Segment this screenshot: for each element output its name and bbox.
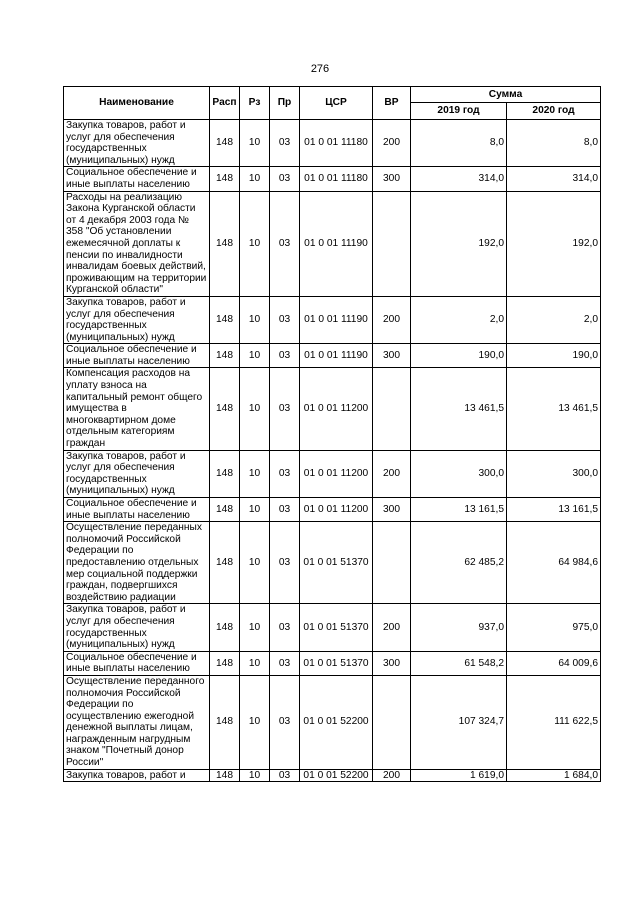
row-rz: 10 <box>240 769 270 782</box>
header-csr: ЦСР <box>300 87 373 120</box>
row-name: Закупка товаров, работ и услуг для обеспечения государственных (муниципальных) нужд <box>64 120 210 167</box>
row-csr: 01 0 01 11190 <box>300 191 373 296</box>
row-vr: 300 <box>373 498 411 522</box>
header-2020: 2020 год <box>507 103 601 120</box>
row-csr: 01 0 01 51370 <box>300 522 373 604</box>
row-rz: 10 <box>240 522 270 604</box>
row-vr: 300 <box>373 651 411 675</box>
row-vr <box>373 368 411 450</box>
row-rasp: 148 <box>210 651 240 675</box>
row-name: Социальное обеспечение и иные выплаты населению <box>64 167 210 191</box>
table-row <box>64 651 601 675</box>
row-rz: 10 <box>240 450 270 497</box>
table-row <box>64 368 601 450</box>
row-2019: 192,0 <box>411 191 507 296</box>
table-row <box>64 675 601 769</box>
header-sum: Сумма <box>411 87 601 103</box>
row-vr <box>373 675 411 769</box>
row-2019: 300,0 <box>411 450 507 497</box>
header-2019: 2019 год <box>411 103 507 120</box>
row-name: Закупка товаров, работ и <box>64 769 210 782</box>
row-pr: 03 <box>270 498 300 522</box>
row-rz: 10 <box>240 498 270 522</box>
row-csr: 01 0 01 11200 <box>300 450 373 497</box>
row-name: Социальное обеспечение и иные выплаты населению <box>64 498 210 522</box>
table-row <box>64 296 601 343</box>
table-row <box>64 498 601 522</box>
row-csr: 01 0 01 11190 <box>300 344 373 368</box>
row-rasp: 148 <box>210 522 240 604</box>
row-2020: 13 461,5 <box>507 368 601 450</box>
header-pr: Пр <box>270 87 300 120</box>
row-name: Закупка товаров, работ и услуг для обеспечения государственных (муниципальных) нужд <box>64 450 210 497</box>
row-2019: 107 324,7 <box>411 675 507 769</box>
row-pr: 03 <box>270 769 300 782</box>
row-rz: 10 <box>240 167 270 191</box>
row-2019: 1 619,0 <box>411 769 507 782</box>
table-row <box>64 769 601 782</box>
row-2020: 13 161,5 <box>507 498 601 522</box>
row-2020: 300,0 <box>507 450 601 497</box>
row-rasp: 148 <box>210 120 240 167</box>
row-2019: 2,0 <box>411 296 507 343</box>
row-2019: 8,0 <box>411 120 507 167</box>
row-name: Закупка товаров, работ и услуг для обеспечения государственных (муниципальных) нужд <box>64 604 210 651</box>
row-2019: 61 548,2 <box>411 651 507 675</box>
header-name: Наименование <box>64 87 210 120</box>
row-vr <box>373 191 411 296</box>
row-rasp: 148 <box>210 604 240 651</box>
row-2019: 62 485,2 <box>411 522 507 604</box>
row-csr: 01 0 01 51370 <box>300 604 373 651</box>
row-csr: 01 0 01 11180 <box>300 120 373 167</box>
row-rasp: 148 <box>210 368 240 450</box>
row-vr: 200 <box>373 769 411 782</box>
row-pr: 03 <box>270 651 300 675</box>
row-pr: 03 <box>270 167 300 191</box>
table-row <box>64 344 601 368</box>
header-vr: ВР <box>373 87 411 120</box>
row-pr: 03 <box>270 450 300 497</box>
row-2020: 2,0 <box>507 296 601 343</box>
table-row <box>64 191 601 296</box>
row-pr: 03 <box>270 368 300 450</box>
row-rasp: 148 <box>210 296 240 343</box>
row-vr: 300 <box>373 167 411 191</box>
row-2019: 937,0 <box>411 604 507 651</box>
row-vr <box>373 522 411 604</box>
row-2020: 64 984,6 <box>507 522 601 604</box>
row-vr: 200 <box>373 296 411 343</box>
table-row <box>64 522 601 604</box>
row-rz: 10 <box>240 296 270 343</box>
row-2019: 314,0 <box>411 167 507 191</box>
row-pr: 03 <box>270 604 300 651</box>
row-vr: 300 <box>373 344 411 368</box>
row-name: Осуществление переданного полномочия Российской Федерации по осуществлению ежегодной денежной выплаты лицам, награжденным нагрудным знаком "Почетный донор России" <box>64 675 210 769</box>
row-pr: 03 <box>270 675 300 769</box>
row-2019: 13 161,5 <box>411 498 507 522</box>
row-rz: 10 <box>240 344 270 368</box>
row-2019: 190,0 <box>411 344 507 368</box>
table-body <box>64 120 601 782</box>
row-2020: 314,0 <box>507 167 601 191</box>
row-2020: 192,0 <box>507 191 601 296</box>
row-rasp: 148 <box>210 675 240 769</box>
row-2020: 111 622,5 <box>507 675 601 769</box>
header-rasp: Расп <box>210 87 240 120</box>
row-vr: 200 <box>373 604 411 651</box>
row-name: Осуществление переданных полномочий Российской Федерации по предоставлению отдельных мер социальной поддержки граждан, подвергшихся воздействию радиации <box>64 522 210 604</box>
table-row <box>64 604 601 651</box>
row-csr: 01 0 01 11180 <box>300 167 373 191</box>
row-name: Закупка товаров, работ и услуг для обеспечения государственных (муниципальных) нужд <box>64 296 210 343</box>
row-vr: 200 <box>373 120 411 167</box>
row-pr: 03 <box>270 191 300 296</box>
row-csr: 01 0 01 11200 <box>300 498 373 522</box>
row-rz: 10 <box>240 191 270 296</box>
row-2020: 190,0 <box>507 344 601 368</box>
row-name: Социальное обеспечение и иные выплаты населению <box>64 344 210 368</box>
row-2019: 13 461,5 <box>411 368 507 450</box>
row-2020: 975,0 <box>507 604 601 651</box>
row-rz: 10 <box>240 651 270 675</box>
row-pr: 03 <box>270 344 300 368</box>
budget-table <box>63 86 601 782</box>
row-rasp: 148 <box>210 191 240 296</box>
table-row <box>64 450 601 497</box>
row-csr: 01 0 01 11190 <box>300 296 373 343</box>
row-rasp: 148 <box>210 344 240 368</box>
row-name: Социальное обеспечение и иные выплаты населению <box>64 651 210 675</box>
row-csr: 01 0 01 51370 <box>300 651 373 675</box>
row-rz: 10 <box>240 604 270 651</box>
table-row <box>64 120 601 167</box>
row-csr: 01 0 01 11200 <box>300 368 373 450</box>
row-name: Компенсация расходов на уплату взноса на капитальный ремонт общего имущества в многоквартирном доме отдельным категориям граждан <box>64 368 210 450</box>
row-rasp: 148 <box>210 498 240 522</box>
row-rz: 10 <box>240 675 270 769</box>
row-rasp: 148 <box>210 450 240 497</box>
row-csr: 01 0 01 52200 <box>300 675 373 769</box>
row-pr: 03 <box>270 522 300 604</box>
page-number: 276 <box>310 63 330 75</box>
row-rasp: 148 <box>210 769 240 782</box>
row-rasp: 148 <box>210 167 240 191</box>
row-2020: 8,0 <box>507 120 601 167</box>
row-2020: 1 684,0 <box>507 769 601 782</box>
table-row <box>64 167 601 191</box>
row-rz: 10 <box>240 120 270 167</box>
row-2020: 64 009,6 <box>507 651 601 675</box>
row-csr: 01 0 01 52200 <box>300 769 373 782</box>
row-pr: 03 <box>270 120 300 167</box>
row-pr: 03 <box>270 296 300 343</box>
row-vr: 200 <box>373 450 411 497</box>
row-name: Расходы на реализацию Закона Курганской области от 4 декабря 2003 года № 358 "Об установлении ежемесячной доплаты к пенсии по инвалидности инвалидам боевых действий, проживающим на территории Курганской области" <box>64 191 210 296</box>
header-rz: Рз <box>240 87 270 120</box>
row-rz: 10 <box>240 368 270 450</box>
